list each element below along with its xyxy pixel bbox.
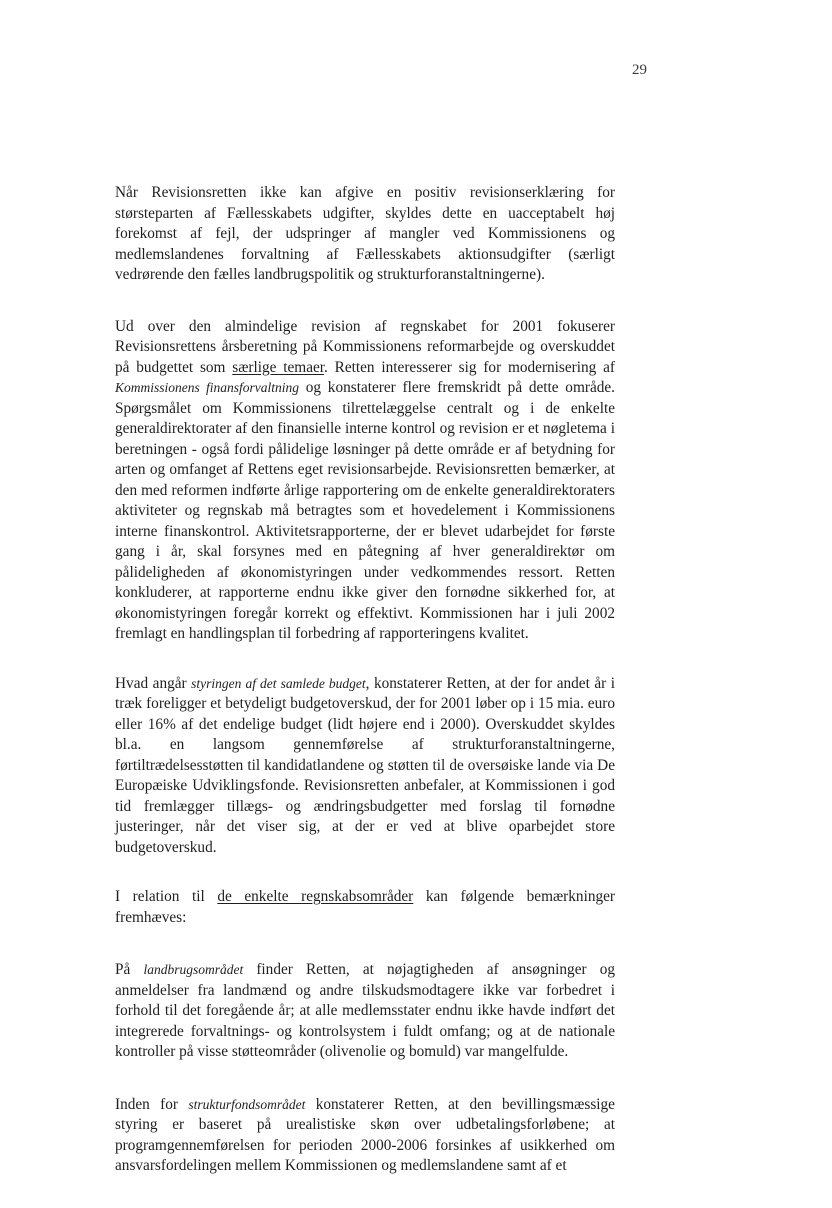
underlined-term: særlige temaer <box>232 358 325 376</box>
paragraph-text: På <box>115 961 144 978</box>
paragraph-text: Hvad angår <box>115 674 192 692</box>
paragraph-text: I relation til <box>115 888 218 905</box>
page-number: 29 <box>632 62 647 78</box>
paragraph-text: konstaterer Retten, at den bevillingsmæssige styring er baseret på urealistiske skøn over udbetalingsforløbene; at programgennemførelsen for perioden 2000-2006 forsinkes af usikkerhed om ansvarsfordelingen mellem Kommissionen og medlemslandene samt af et <box>115 1095 615 1174</box>
paragraph-text: finder Retten, at nøjagtigheden af ansøgninger og anmeldelser fra landmænd og andre tilskudsmodtagere ikke var forbedret i forhold til det foregående år; at alle medlemsstater endnu ikke havde indført det integrerede forvaltnings- og kontrolsystem i fuldt omfang; og at de nationale kontroller på visse støtteområder (olivenolie og bomuld) var mangelfulde. <box>115 961 616 1060</box>
paragraph-text: Når Revisionsretten ikke kan afgive en positiv revisionserklæring for størsteparten af Fællesskabets udgifter, skyldes dette en uacceptabelt høj forekomst af fejl, der udspringer af mangler ved Kommissionens og medlemslandenes forvaltning af Fællesskabets aktionsudgifter (særligt vedrørende den fælles landbrugspolitik og strukturforanstaltningerne). <box>115 184 615 283</box>
emphasized-term: Kommissionens finansforvaltning <box>115 380 300 395</box>
emphasized-term: strukturfondsområdet <box>188 1096 306 1112</box>
document-body <box>115 183 615 1208</box>
paragraph-accounting-areas-intro <box>115 887 615 928</box>
paragraph-text: Inden for <box>115 1095 189 1113</box>
paragraph-special-themes <box>115 317 615 645</box>
paragraph-text: Ud over den almindelige revision af regnskabet for 2001 fokuserer Revisionsrettens årsberetning på Kommissionens reformarbejde og overskuddet på budgettet som <box>115 317 615 376</box>
paragraph-text: , konstaterer Retten, at der for andet år i træk foreligger et betydeligt budgetoverskud, der for 2001 løber op i 15 mia. euro eller 16% af det endelige budget (lidt højere end i 2000). Overskuddet skyldes bl.a. en langsom gennemførelse af strukturforanstaltningerne, førtiltrædelsesstøtten til kandidatlandene og støtten til de oversøiske lande via De Europæiske Udviklingsfonde. Revisionsretten anbefaler, at Kommissionen i god tid fremlægger tillægs- og ændringsbudgetter med forslag til fornødne justeringer, når det viser sig, at der er ved at blive oparbejdet store budgetoverskud. <box>115 674 615 856</box>
emphasized-term: landbrugsområdet <box>143 962 244 977</box>
paragraph-structural-funds <box>115 1095 615 1177</box>
paragraph-budget-management <box>115 674 615 859</box>
paragraph-audit-statement <box>115 183 615 286</box>
emphasized-term: styringen af det samlede budget <box>191 675 366 691</box>
paragraph-text: og konstaterer flere fremskridt på dette område. Spørgsmålet om Kommissionens tilrettelæggelse centralt og i de enkelte generaldirektorater af den finansielle interne kontrol og revision er et nøgletema i beretningen - også fordi pålidelige løsninger på dette område er af betydning for arten og omfanget af Rettens eget revisionsarbejde. Revisionsretten bemærker, at den med reformen indførte årlige rapportering om de enkelte generaldirektoraters aktiviteter og regnskab må betragtes som et hovedelement i Kommissionens interne finanskontrol. Aktivitetsrapporterne, der er blevet udarbejdet for første gang i år, skal forsynes med en påtegning af hver generaldirektør om pålideligheden af økonomistyringen under vedkommendes ressort. Retten konkluderer, at rapporterne endnu ikke giver den fornødne sikkerhed for, at økonomistyringen foregår korrekt og effektivt. Kommissionen har i juli 2002 fremlagt en handlingsplan til forbedring af rapporteringens kvalitet. <box>115 379 615 642</box>
underlined-term: de enkelte regnskabsområder <box>217 888 414 905</box>
paragraph-text: kan følgende bemærkninger fremhæves: <box>115 888 615 926</box>
paragraph-agriculture <box>115 960 615 1063</box>
paragraph-text: . Retten interesserer sig for modernisering af <box>324 358 615 376</box>
